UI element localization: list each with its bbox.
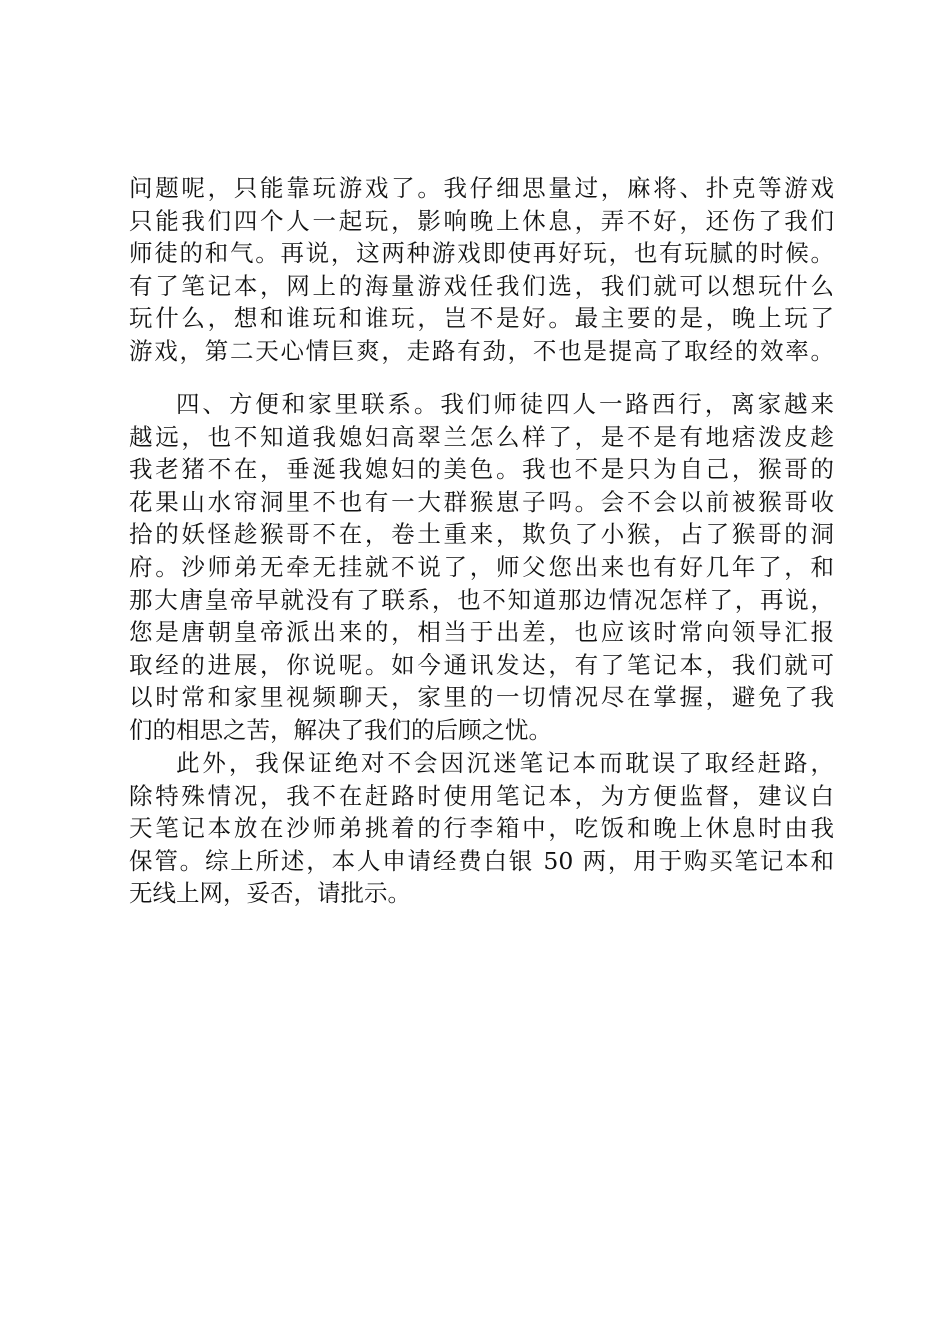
text-line: 除特殊情况，我不在赶路时使用笔记本，为方便监督，建议白 — [129, 781, 834, 810]
text-line: 保管。综上所述，本人申请经费白银 50 两，用于购买笔记本和 — [129, 846, 834, 875]
text-line: 取经的进展，你说呢。如今通讯发达，有了笔记本，我们就可 — [129, 650, 834, 679]
paragraph-family-contact — [129, 388, 834, 747]
text-line: 以时常和家里视频聊天，家里的一切情况尽在掌握，避免了我 — [129, 683, 834, 712]
text-line: 无线上网，妥否，请批示。 — [129, 879, 411, 908]
text-line: 拾的妖怪趁猴哥不在，卷土重来，欺负了小猴，占了猴哥的洞 — [129, 520, 834, 549]
text-line: 们的相思之苦，解决了我们的后顾之忧。 — [129, 715, 552, 744]
text-line: 有了笔记本，网上的海量游戏任我们选，我们就可以想玩什么 — [129, 271, 834, 300]
text-line: 只能我们四个人一起玩，影响晚上休息，弄不好，还伤了我们 — [129, 206, 834, 235]
paragraph-conclusion — [129, 747, 834, 910]
text-line: 花果山水帘洞里不也有一大群猴崽子吗。会不会以前被猴哥收 — [129, 487, 834, 516]
text-line: 四、方便和家里联系。我们师徒四人一路西行，离家越来 — [176, 390, 834, 418]
paragraph-games — [129, 172, 834, 368]
text-line: 玩什么，想和谁玩和谁玩，岂不是好。最主要的是，晚上玩了 — [129, 304, 834, 333]
text-line: 我老猪不在，垂涎我媳妇的美色。我也不是只为自己，猴哥的 — [129, 455, 834, 484]
text-line: 那大唐皇帝早就没有了联系，也不知道那边情况怎样了，再说， — [129, 585, 834, 614]
text-line: 问题呢，只能靠玩游戏了。我仔细思量过，麻将、扑克等游戏 — [129, 174, 834, 202]
text-line: 府。沙师弟无牵无挂就不说了，师父您出来也有好几年了，和 — [129, 552, 834, 581]
text-line: 此外，我保证绝对不会因沉迷笔记本而耽误了取经赶路， — [176, 749, 834, 777]
text-line: 游戏，第二天心情巨爽，走路有劲，不也是提高了取经的效率。 — [129, 336, 834, 365]
text-line: 您是唐朝皇帝派出来的，相当于出差，也应该时常向领导汇报 — [129, 618, 834, 647]
text-line: 师徒的和气。再说，这两种游戏即使再好玩，也有玩腻的时候。 — [129, 239, 834, 268]
text-line: 天笔记本放在沙师弟挑着的行李箱中，吃饭和晚上休息时由我 — [129, 814, 834, 843]
text-line: 越远，也不知道我媳妇高翠兰怎么样了，是不是有地痞泼皮趁 — [129, 422, 834, 451]
